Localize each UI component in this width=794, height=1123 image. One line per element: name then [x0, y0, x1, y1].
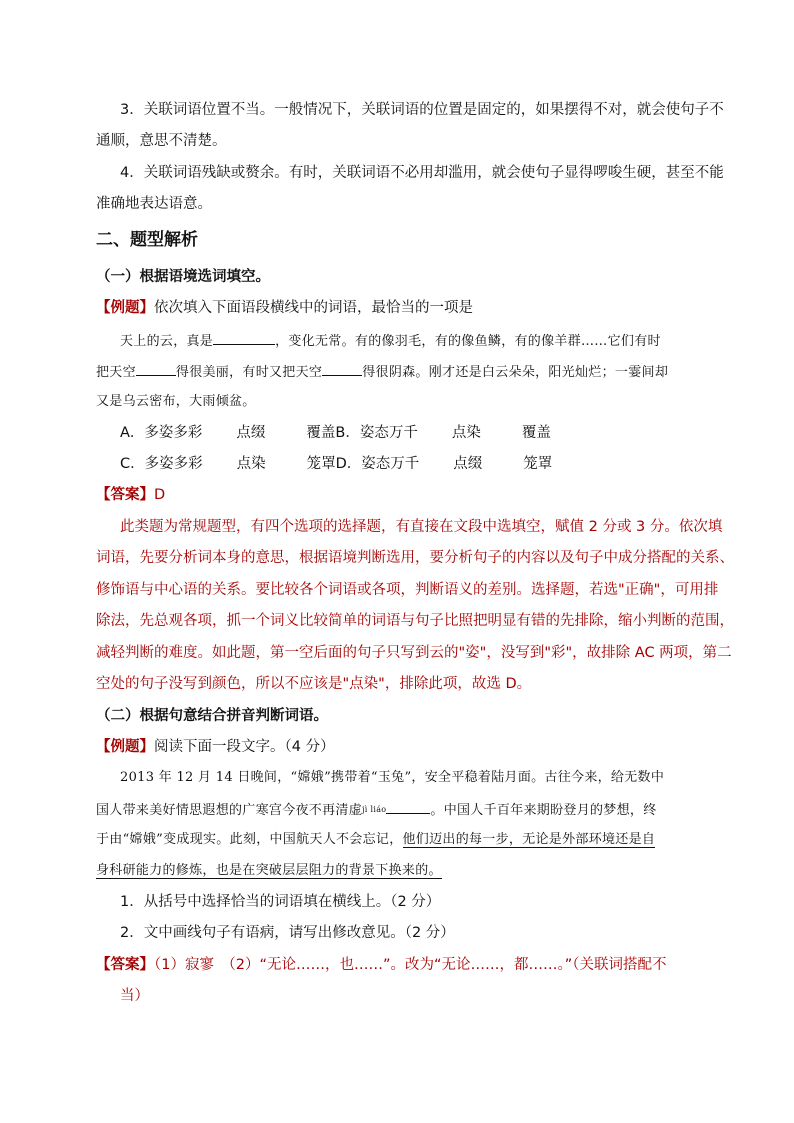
underlined-sentence: 他们迈出的每一步，无论是外部环境还是自: [402, 832, 656, 847]
example-label: 【例题】: [96, 300, 154, 316]
part1-heading: （一）根据语境选词填空。: [96, 269, 270, 285]
blank-1: [213, 330, 275, 345]
option-row-ab: A．多姿多彩 点缀 覆盖B．姿态万千 点染 覆盖: [120, 425, 551, 441]
rule-4-line-2: 准确地表达语意。: [96, 196, 212, 212]
example-text: 依次填入下面语段横线中的词语，最恰当的一项是: [154, 300, 473, 316]
passage2-line-4: [96, 861, 442, 881]
passage1-line-2: 把天空 得很美丽，有时又把天空 得很阴森。刚才还是白云朵朵，阳光灿烂；一霎间却: [96, 361, 668, 383]
rule-4-line-1: 4．关联词语残缺或赘余。有时，关联词语不必用却滥用，就会使句子显得啰唆生硬，甚至不能: [120, 165, 724, 181]
rule-3-line-2: 通顺，意思不清楚。: [96, 133, 227, 149]
analysis-line-3: 修饰语与中心语的关系。要比较各个词语或各项，判断语义的差别。选择题，若选"正确"，可用排: [96, 582, 719, 598]
option-row-cd: C．多姿多彩 点染 笼罩D．姿态万千 点缀 笼罩: [120, 456, 553, 472]
analysis-line-1: 此类题为常规题型，有四个选项的选择题，有直接在文段中选填空，赋值 2 分或 3 分。依次填: [120, 519, 723, 535]
example-text: 阅读下面一段文字。（4 分）: [154, 739, 335, 755]
analysis-line-6: 空处的句子没写到颜色，所以不应该是"点染"，排除此项，故选 D。: [96, 676, 532, 692]
answer-label: 【答案】: [96, 957, 154, 973]
section-title: 二、题型解析: [96, 230, 198, 250]
passage1-line-3: 又是乌云密布，大雨倾盆。: [96, 394, 256, 409]
question-1: 1．从括号中选择恰当的词语填在横线上。（2 分）: [120, 894, 441, 910]
analysis-line-4: 除法，先总观各项，抓一个词义比较简单的词语与句子比照把明显有错的先排除，缩小判断的范围，: [96, 613, 734, 629]
underlined-sentence-cont: 身科研能力的修炼，也是在突破层层阻力的背景下换来的。: [96, 863, 442, 878]
question-2: 2．文中画线句子有语病，请写出修改意见。（2 分）: [120, 925, 455, 941]
rule-3-line-1: 3．关联词语位置不当。一般情况下，关联词语的位置是固定的，如果摆得不对，就会使句子不: [120, 102, 724, 118]
blank-2: [136, 361, 176, 376]
part1-example: [96, 298, 473, 318]
part2-heading: （二）根据句意结合拼音判断词语。: [96, 708, 328, 724]
answer-1: [96, 485, 165, 505]
example-label: 【例题】: [96, 739, 154, 755]
analysis-line-2: 词语，先要分析词本身的意思，根据语境判断选用，要分析句子的内容以及句子中成分搭配的关系、: [96, 550, 734, 566]
answer-2-line-2: 当）: [120, 988, 149, 1004]
passage2-line-1: 2013 年 12 月 14 日晚间，“嫦娥”携带着“玉兔”，安全平稳着陆月面。古往今来，给无数中: [120, 770, 665, 785]
answer-2-line-1: 【答案】（1）寂寥 （2）“无论……，也……”。改为“无论……，都……。”（关联词搭配不: [96, 957, 667, 973]
answer-value: D: [154, 487, 166, 503]
passage2-line-3: 于由“嫦娥”变成现实。此刻，中国航天人不会忘记，他们迈出的每一步，无论是外部环境还是自: [96, 832, 656, 847]
part2-example: [96, 737, 335, 757]
blank-4: [386, 799, 430, 814]
pinyin-hint: jì liáo: [362, 805, 387, 814]
answer-label: 【答案】: [96, 487, 154, 503]
passage1-line-1: 天上的云，真是 ，变化无常。有的像羽毛，有的像鱼鳞，有的像羊群……它们有时: [120, 330, 661, 352]
passage2-line-2: 国人带来美好情思遐想的广寒宫今夜不再清虚jì liáo 。中国人千百年来期盼登月的梦想，终: [96, 799, 657, 821]
blank-3: [322, 361, 362, 376]
analysis-line-5: 减轻判断的难度。如此题，第一空后面的句子只写到云的"姿"，没写到"彩"，故排除 AC 两项，第二: [96, 645, 732, 661]
